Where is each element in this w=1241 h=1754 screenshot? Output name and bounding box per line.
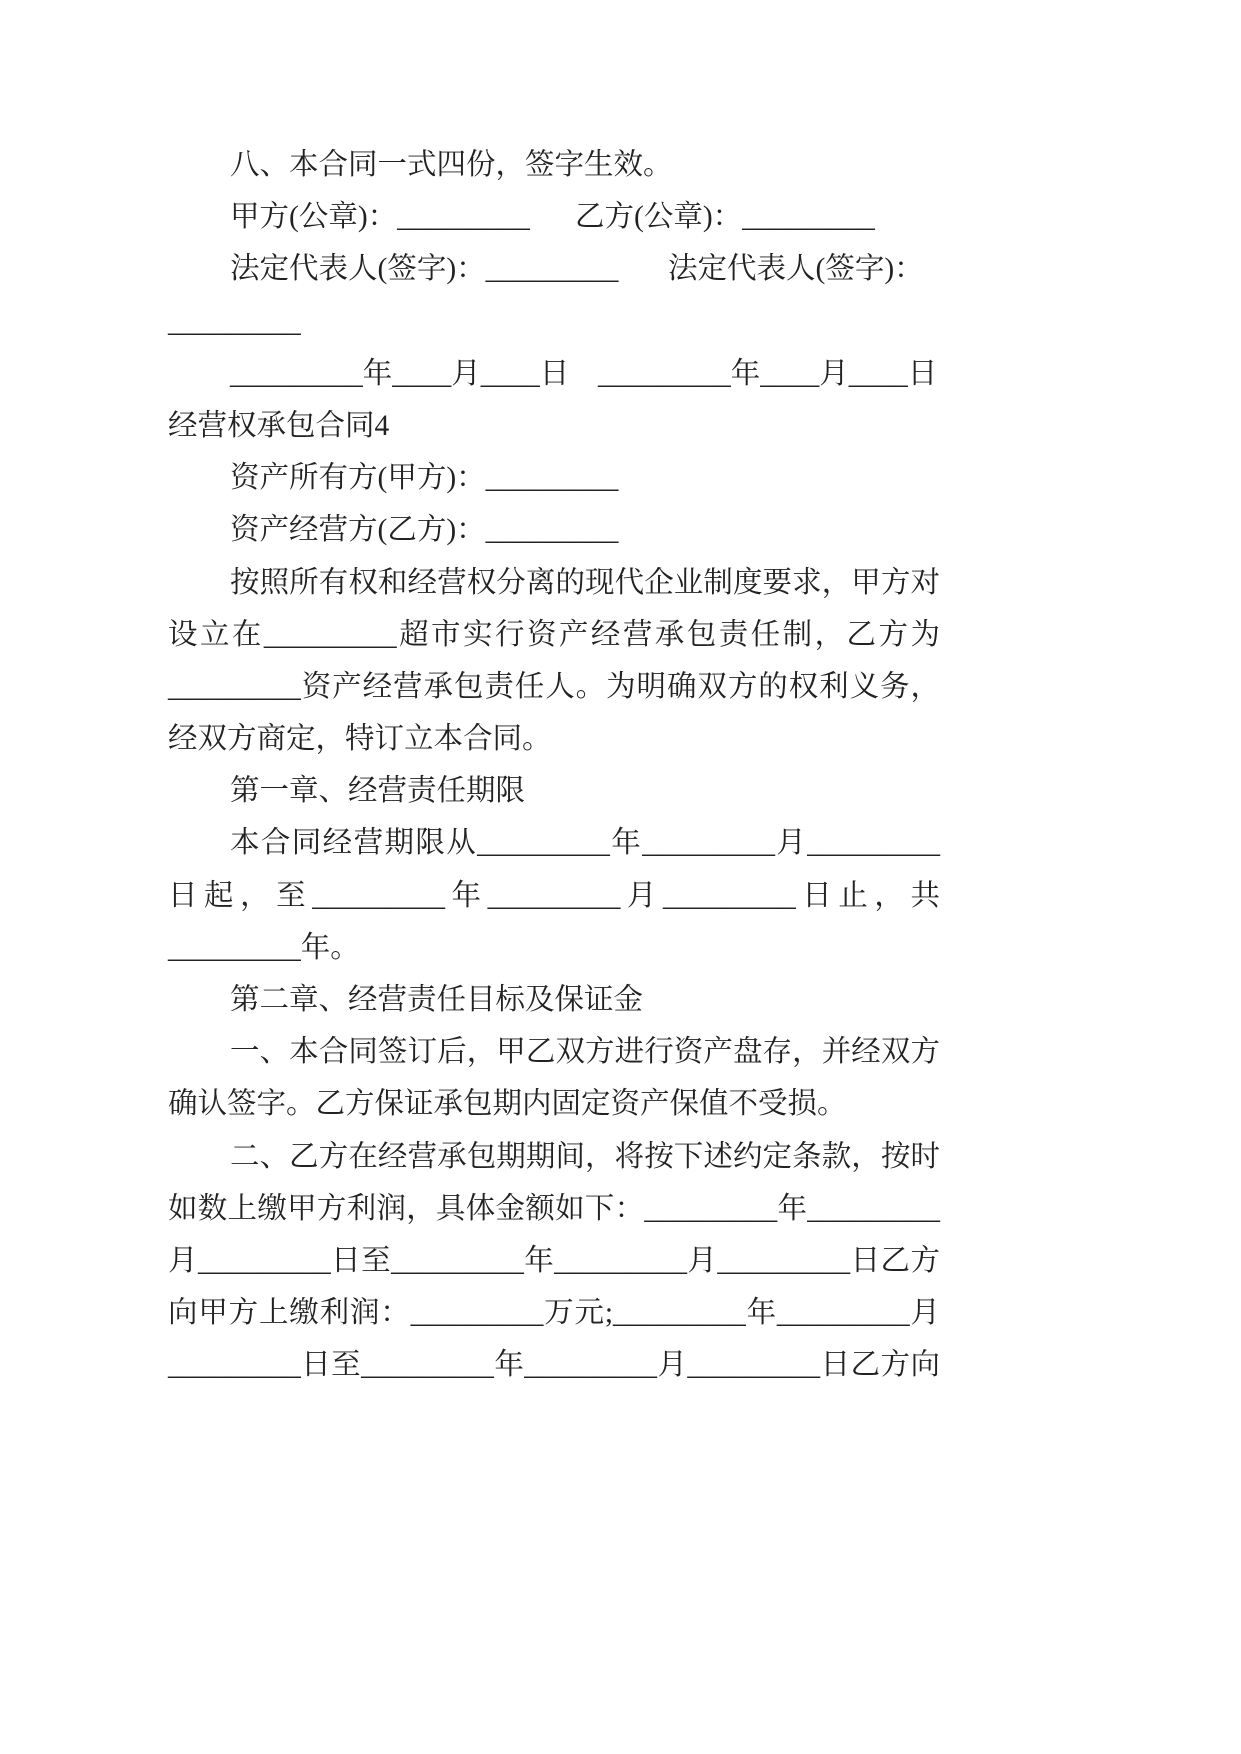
clause-2-line: _________日至_________年_________月_________日乙方向 [168,1349,940,1382]
clause-2-line: 如数上缴甲方利润，具体金额如下：_________年_________ [168,1192,940,1225]
party-b-seal: 乙方(公章)：_________ [575,201,875,234]
signature-date-line [168,348,940,400]
party-a-rep: 法定代表人(签字)：_________ [230,253,619,286]
chapter-1-line: _________年。 [168,931,360,964]
party-b-date: _________年____月____日 [598,357,938,390]
party-b-rep: 法定代表人(签字)： [668,253,924,286]
chapter-1-line: 本合同经营期限从_________年_________月_________ [230,827,940,860]
clause-2-line: 向甲方上缴利润：_________万元;_________年_________月 [168,1297,940,1330]
asset-owner-line: 资产所有方(甲方)：_________ [230,462,619,495]
signature-seal-line [168,191,940,243]
chapter-2-heading: 第二章、经营责任目标及保证金 [230,984,644,1016]
preamble-line: 经双方商定，特订立本合同。 [168,723,552,756]
chapter-1-heading: 第一章、经营责任期限 [230,775,526,808]
preamble-line: 按照所有权和经营权分离的现代企业制度要求，甲方对 [230,566,940,599]
asset-operator-line: 资产经营方(乙方)：_________ [230,514,619,547]
clause-1-line: 确认签字。乙方保证承包期内固定资产保值不受损。 [168,1088,847,1121]
clause-1-line: 一、本合同签订后，甲乙双方进行资产盘存，并经双方 [230,1036,940,1069]
party-a-date: _________年____月____日 [230,357,570,390]
preamble-line: 设立在_________超市实行资产经营承包责任制，乙方为 [168,618,940,651]
clause-8-text: 八、本合同一式四份，签字生效。 [230,149,673,181]
clause-2-line: 二、乙方在经营承包期期间，将按下述约定条款，按时 [230,1140,940,1173]
party-b-rep-blank: _________ [168,305,301,338]
party-a-seal: 甲方(公章)：_________ [230,201,530,234]
chapter-1-line: 日起，至_________年_________月_________日止，共 [168,879,940,912]
clause-2-line: 月_________日至_________年_________月_________日乙方 [168,1244,940,1277]
signature-rep-line [168,243,940,295]
document-page [168,139,940,1392]
contract-title: 经营权承包合同4 [168,409,390,442]
preamble-line: _________资产经营承包责任人。为明确双方的权利义务， [168,670,940,703]
